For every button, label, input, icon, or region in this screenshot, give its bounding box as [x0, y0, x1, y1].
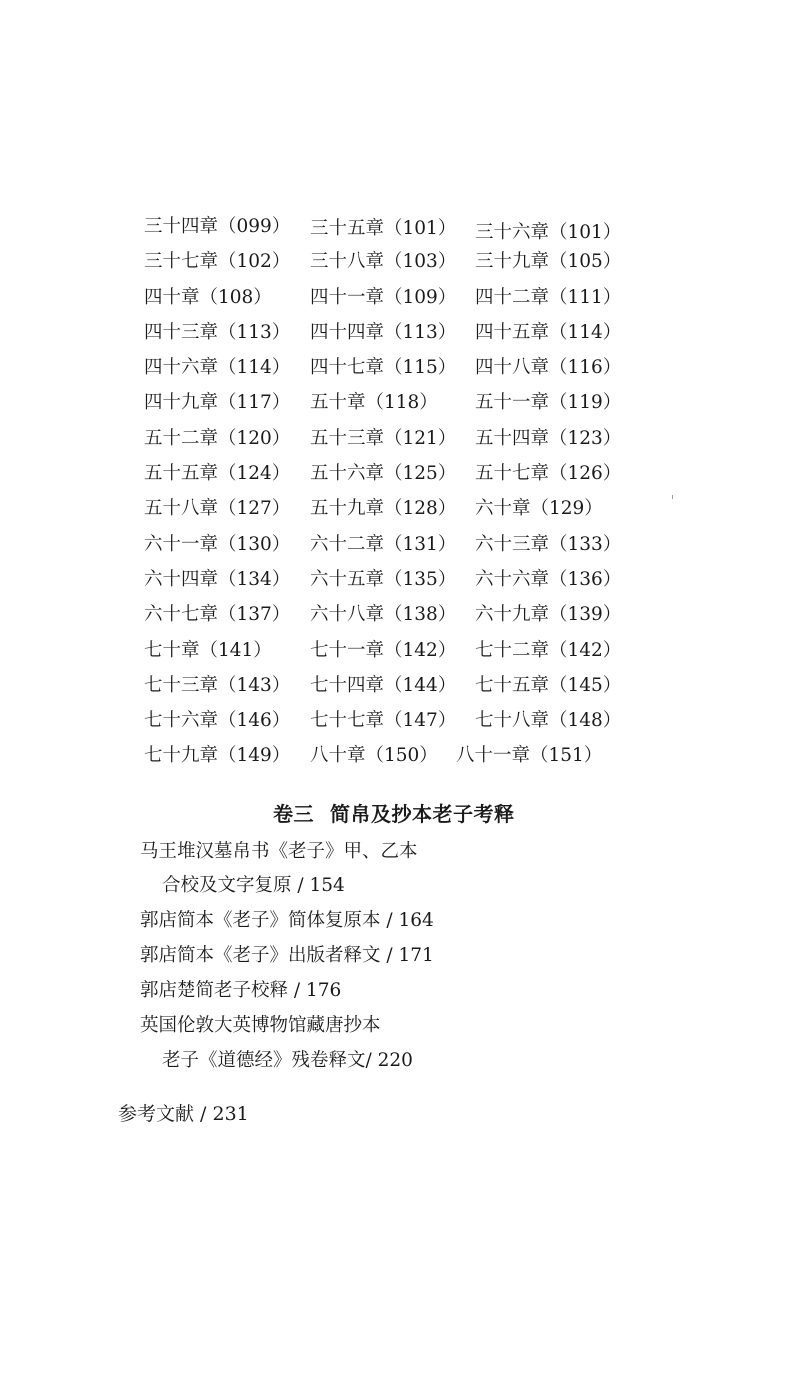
chapter-entry: 五十六章（125）: [310, 463, 457, 485]
chapter-entry: 四十九章（117）: [144, 392, 291, 414]
toc-entry: 郭店简本《老子》简体复原本 / 164: [140, 910, 434, 931]
toc-row: [144, 388, 624, 423]
section-title: 简帛及抄本老子考释: [330, 802, 515, 826]
section-heading: [273, 798, 515, 827]
chapter-entry: 六十二章（131）: [310, 533, 457, 555]
toc-row: [144, 283, 624, 318]
chapter-entry: 三十六章（101）: [475, 222, 622, 243]
chapter-entry: 六十四章（134）: [144, 568, 291, 590]
toc-entry: 英国伦敦大英博物馆藏唐抄本: [140, 1015, 381, 1036]
chapter-entry: 五十章（118）: [310, 392, 438, 414]
chapter-entry: 五十五章（124）: [144, 463, 291, 485]
chapter-entry: 四十六章（114）: [144, 357, 291, 379]
toc-entry: 郭店简本《老子》出版者释文 / 171: [140, 945, 434, 966]
chapter-entry: 四十七章（115）: [310, 357, 457, 379]
chapter-entry: 四十三章（113）: [144, 321, 291, 343]
chapter-entry: 七十六章（146）: [144, 710, 291, 732]
chapter-entry: 八十一章（151）: [456, 745, 603, 767]
chapter-entry: 六十三章（133）: [475, 533, 622, 555]
chapter-entry: 六十一章（130）: [144, 533, 291, 555]
chapter-entry: 七十五章（145）: [475, 674, 622, 696]
toc-row: [144, 459, 624, 494]
chapter-entry: 三十四章（099）: [144, 216, 291, 237]
chapter-entry: 六十六章（136）: [475, 568, 622, 590]
toc-row: [144, 636, 624, 671]
chapter-entry: 七十二章（142）: [475, 639, 622, 661]
chapter-entry: 三十九章（105）: [475, 251, 622, 273]
chapter-entry: 七十七章（147）: [310, 710, 457, 732]
toc-entry: 郭店楚简老子校释 / 176: [140, 980, 342, 1001]
chapter-entry: 六十七章（137）: [144, 604, 291, 626]
toc-row: [144, 671, 624, 706]
chapter-entry: 四十八章（116）: [475, 357, 622, 379]
chapter-entry: 七十三章（143）: [144, 674, 291, 696]
chapter-entry: 四十四章（113）: [310, 321, 457, 343]
toc-row: [144, 353, 624, 388]
chapter-entry: 六十五章（135）: [310, 568, 457, 590]
chapter-entry: 七十四章（144）: [310, 674, 457, 696]
chapter-entry: 四十五章（114）: [475, 321, 622, 343]
toc-row: [144, 741, 624, 776]
chapter-entry: 七十八章（148）: [475, 710, 622, 732]
toc-row: [144, 247, 624, 282]
chapter-entry: 四十二章（111）: [475, 286, 622, 308]
chapter-entry: 六十章（129）: [475, 498, 603, 520]
chapter-entry: 六十八章（138）: [310, 604, 457, 626]
chapter-entry: 八十章（150）: [310, 745, 438, 767]
toc-entry: 合校及文字复原 / 154: [162, 875, 345, 896]
toc-row: [144, 424, 624, 459]
chapter-entry: 五十四章（123）: [475, 427, 622, 449]
chapter-entry: 五十九章（128）: [310, 498, 457, 520]
toc-row: [144, 530, 624, 565]
chapter-entry: 四十章（108）: [144, 286, 272, 308]
chapter-entry: 五十三章（121）: [310, 427, 457, 449]
volume-label: 卷三: [273, 802, 314, 826]
references-entry: 参考文献 / 231: [118, 1103, 249, 1125]
chapter-entry: 四十一章（109）: [310, 286, 457, 308]
toc-row: [144, 212, 624, 247]
toc-entry: 老子《道德经》残卷释文/ 220: [162, 1050, 413, 1071]
chapter-index-grid: [144, 212, 624, 777]
chapter-entry: 五十二章（120）: [144, 427, 291, 449]
toc-row: [144, 318, 624, 353]
toc-row: [144, 565, 624, 600]
toc-row: [144, 494, 624, 529]
toc-row: [144, 600, 624, 635]
scan-mark: [672, 495, 673, 499]
chapter-entry: 三十七章（102）: [144, 251, 291, 273]
chapter-entry: 五十八章（127）: [144, 498, 291, 520]
chapter-entry: 七十九章（149）: [144, 745, 291, 767]
toc-entry: 马王堆汉墓帛书《老子》甲、乙本: [140, 841, 418, 862]
chapter-entry: 七十章（141）: [144, 639, 272, 661]
chapter-entry: 三十五章（101）: [310, 218, 457, 239]
chapter-entry: 七十一章（142）: [310, 639, 457, 661]
toc-row: [144, 706, 624, 741]
chapter-entry: 五十一章（119）: [475, 392, 622, 414]
chapter-entry: 六十九章（139）: [475, 604, 622, 626]
chapter-entry: 五十七章（126）: [475, 463, 622, 485]
chapter-entry: 三十八章（103）: [310, 251, 457, 273]
